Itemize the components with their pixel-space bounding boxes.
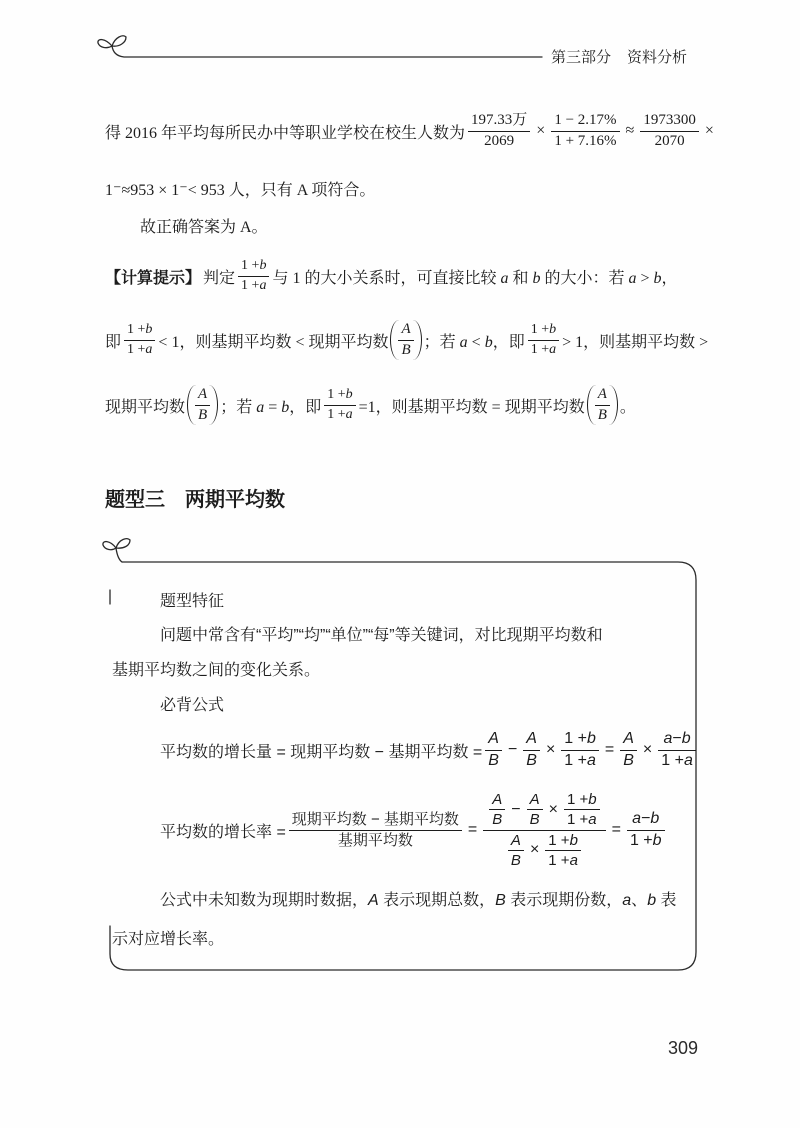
math-variable: b [652, 831, 662, 849]
feature-title [160, 588, 224, 610]
fraction-growth-ratio [551, 112, 619, 150]
denominator [595, 406, 610, 424]
denominator: 1 + a [327, 406, 353, 422]
numerator [620, 730, 637, 750]
section-number: 题型三 [105, 488, 165, 511]
math-variable: a [145, 341, 153, 357]
math-variable: B [529, 811, 540, 829]
note-text: 示对应增长率。 [112, 930, 225, 948]
math-variable: B [526, 751, 537, 769]
numerator: 1 + b [324, 387, 355, 405]
section-title: 两期平均数 [185, 488, 285, 511]
math-variable: A [368, 891, 379, 909]
numerator [195, 386, 210, 405]
running-header [551, 45, 687, 67]
note-line-2 [112, 926, 224, 948]
denominator: 2069 [484, 132, 515, 149]
math-variable: a [588, 811, 597, 829]
solution-text: 得 2016 年平均每所民办中等职业学校在校生人数为 [105, 124, 466, 142]
math-variable: B [597, 406, 607, 423]
denominator: 1 + a [661, 751, 693, 769]
denominator [523, 751, 540, 770]
times-sign: × [536, 122, 546, 139]
formula-label: 平均数的增长率 = [160, 823, 286, 841]
fraction-ratio [564, 791, 600, 829]
approx-sign: ≈ [625, 122, 635, 139]
sprout-header-decoration [94, 26, 546, 62]
denominator: 1 + b [629, 831, 662, 849]
equals-sign: = [611, 821, 621, 838]
header-chapter: 资料分析 [627, 48, 688, 66]
math-variable: b [549, 322, 557, 338]
fraction-a-over-b [485, 730, 502, 770]
math-variable: A [597, 386, 607, 403]
numerator [508, 832, 524, 851]
denominator: 1 + a [241, 277, 267, 293]
fraction-ratio [528, 322, 559, 357]
denominator [489, 810, 505, 828]
fraction-a-over-b [508, 832, 524, 870]
numerator: 1 + b [528, 322, 559, 340]
math-variable: B [510, 851, 521, 869]
numerator: 1 + b [545, 832, 581, 851]
page-number [668, 1036, 698, 1060]
fraction-ratio [238, 258, 269, 293]
parenthesized-fraction [390, 320, 421, 360]
feature-text: 问题中常含有“平均”“均”“单位”“每”等关键词，对比现期平均数和 [160, 626, 603, 644]
numerator [523, 730, 540, 750]
math-variable: B [492, 811, 503, 829]
fraction-ratio [324, 387, 355, 422]
fraction-definition [289, 811, 462, 849]
formula-average-growth-amount [160, 727, 699, 773]
equals-sign: = [604, 741, 615, 758]
math-variable: a [459, 333, 468, 351]
sprout-left-leaf-icon [98, 40, 112, 48]
formula-title [160, 692, 224, 714]
times-sign: × [545, 741, 556, 758]
math-variable: b [145, 322, 153, 338]
numerator: a − b [658, 730, 696, 750]
fraction-a-over-b [489, 791, 505, 829]
header-rule [112, 46, 542, 57]
math-variable: b [281, 398, 290, 416]
math-variable: A [526, 730, 537, 748]
tip-line-3 [105, 381, 636, 429]
tip-text: ；若 a < b，即 [423, 333, 525, 351]
tip-line-2 [105, 316, 708, 364]
math-variable: B [495, 891, 506, 909]
parenthesized-fraction [187, 385, 218, 425]
math-variable: a [569, 851, 578, 869]
numerator: 1 + b [564, 791, 600, 810]
times-sign: × [548, 800, 558, 818]
tip-text: 判定 [203, 269, 236, 287]
math-variable: a [345, 406, 353, 422]
math-variable: A [198, 386, 208, 403]
tip-text: < 1，则基期平均数 < 现期平均数 [158, 333, 389, 351]
note-line-1 [160, 887, 677, 909]
math-variable: a [586, 751, 596, 769]
fraction-per-school-average [468, 112, 530, 150]
denominator [398, 341, 413, 359]
fraction-ratio [561, 730, 599, 770]
page-number-text: 309 [668, 1037, 699, 1058]
solution-text: 1⁻≈953 × 1⁻< 953 人，只有 A 项符合。 [105, 181, 376, 199]
sprout-left-leaf-icon [103, 542, 116, 550]
solution-line-1 [105, 109, 717, 153]
numerator [485, 730, 502, 750]
denominator: 2070 [654, 132, 685, 149]
denominator [620, 751, 637, 770]
math-variable: B [623, 751, 634, 769]
times-sign: × [529, 841, 540, 859]
math-variable: B [198, 406, 208, 423]
tip-text: 。 [619, 398, 636, 416]
denominator: 1 + a [530, 341, 557, 357]
numerator [398, 321, 413, 340]
tip-text: ；若 a = b，即 [220, 398, 322, 416]
compound-numerator [483, 791, 605, 831]
formula-title-text: 必背公式 [160, 696, 225, 714]
answer-text: 故正确答案为 A。 [140, 218, 268, 236]
denominator: 1 + a [566, 811, 597, 829]
solution-line-2 [105, 176, 375, 200]
fraction-a-over-b [523, 730, 540, 770]
math-variable: b [586, 730, 596, 748]
numerator [527, 791, 543, 810]
header-part: 第三部分 [551, 48, 612, 66]
math-variable: A [623, 730, 634, 748]
math-variable: a [683, 751, 693, 769]
feature-line-1 [160, 622, 603, 644]
denominator [527, 810, 543, 828]
minus-sign: − [511, 800, 521, 818]
tip-text: =1，则基期平均数 = 现期平均数 [358, 398, 585, 416]
math-variable: b [345, 387, 353, 403]
numerator: a − b [627, 810, 665, 830]
times-sign: × [704, 122, 714, 139]
numerator: 现期平均数 − 基期平均数 [289, 811, 462, 830]
fraction-ratio [124, 322, 155, 357]
math-variable: a [622, 891, 632, 909]
denominator [508, 851, 524, 869]
denominator: 1 + a [564, 751, 596, 769]
formula-label: 平均数的增长量 = 现期平均数 − 基期平均数 = [160, 743, 483, 761]
sprout-right-leaf-icon [116, 539, 130, 548]
section-heading [105, 483, 285, 511]
fraction-result [658, 730, 696, 770]
fraction-a-over-b [195, 386, 210, 424]
numerator: 1 + b [238, 258, 269, 276]
denominator [485, 751, 502, 770]
math-variable: A [510, 831, 521, 849]
math-variable: b [647, 891, 657, 909]
parenthesized-fraction [587, 385, 618, 425]
minus-sign: − [507, 741, 518, 758]
math-variable: b [650, 810, 660, 828]
numerator: 1973300 [640, 112, 699, 131]
math-variable: A [529, 791, 540, 808]
fraction-estimate [640, 112, 699, 150]
math-variable: A [492, 791, 503, 808]
math-variable: b [569, 831, 578, 849]
denominator: 基期平均数 [337, 831, 413, 849]
math-variable: a [663, 730, 673, 748]
formula-average-growth-rate [160, 780, 668, 880]
fraction-a-over-b [620, 730, 637, 770]
denominator: 1 + 7.16% [554, 132, 617, 149]
numerator: 1 + b [561, 730, 599, 750]
sprout-stem [116, 548, 122, 562]
math-variable: a [259, 277, 267, 293]
math-variable: A [488, 730, 499, 748]
equals-sign: = [467, 821, 478, 838]
numerator: 197.33万 [468, 112, 530, 131]
tip-line-1 [105, 254, 678, 298]
note-text: 公式中未知数为现期时数据，A 表示现期总数，B 表示现期份数，a、b 表 [160, 891, 677, 909]
denominator: 1 + a [127, 341, 153, 357]
fraction-a-over-b [595, 386, 610, 424]
math-variable: a [500, 269, 509, 287]
compound-fraction [483, 791, 605, 869]
feature-title-text: 题型特征 [160, 592, 225, 610]
fraction-ratio [545, 832, 581, 870]
math-variable: B [401, 341, 411, 358]
tip-text: 现期平均数 [105, 398, 186, 416]
math-variable: b [532, 269, 541, 287]
tip-text: > 1，则基期平均数 > [562, 333, 709, 351]
tip-label: 【计算提示】 [105, 269, 202, 287]
times-sign: × [642, 741, 653, 758]
numerator: 1 + b [124, 322, 155, 340]
math-variable: a [628, 269, 637, 287]
math-variable: A [401, 321, 411, 338]
tip-text: 与 1 的大小关系时，可直接比较 a 和 b 的大小：若 a > b， [272, 269, 678, 287]
math-variable: b [681, 730, 691, 748]
feature-line-2 [112, 657, 320, 679]
denominator [195, 406, 210, 424]
fraction-a-over-b [527, 791, 543, 829]
math-variable: a [632, 810, 642, 828]
math-variable: a [549, 341, 557, 357]
sprout-right-leaf-icon [112, 36, 126, 46]
math-variable: a [256, 398, 265, 416]
denominator: 1 + a [548, 851, 578, 869]
compound-denominator [483, 831, 605, 870]
math-variable: b [484, 333, 493, 351]
feature-text: 基期平均数之间的变化关系。 [112, 661, 321, 679]
math-variable: b [259, 258, 267, 274]
answer-line [140, 213, 268, 237]
numerator [595, 386, 610, 405]
math-variable: b [653, 269, 662, 287]
numerator: 1 − 2.17% [551, 112, 619, 131]
tip-text: 即 [105, 333, 122, 351]
math-variable: B [488, 751, 499, 769]
fraction-result [627, 810, 665, 850]
math-variable: b [588, 791, 597, 808]
numerator [489, 791, 505, 810]
fraction-a-over-b [398, 321, 413, 359]
